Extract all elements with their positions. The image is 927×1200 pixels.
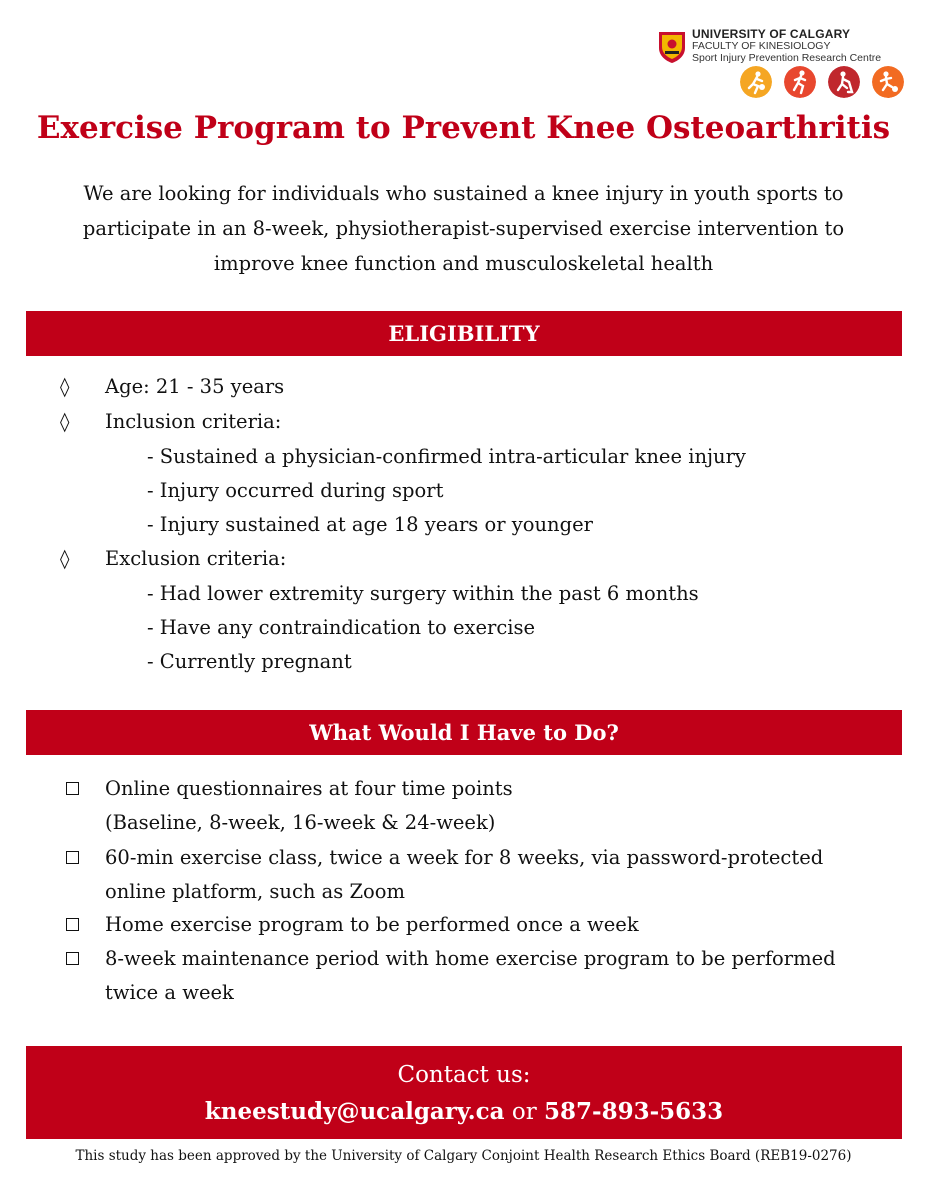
- diamond-bullet-icon: ◊: [60, 548, 70, 570]
- task-line: online platform, such as Zoom: [105, 880, 406, 903]
- task-line: 60-min exercise class, twice a week for 8 weeks, via password-protected: [105, 846, 824, 869]
- contact-phone[interactable]: 587-893-5633: [544, 1098, 724, 1125]
- task-line: (Baseline, 8-week, 16-week & 24-week): [105, 811, 496, 834]
- age-criterion: Age: 21 - 35 years: [105, 375, 285, 398]
- task-line: twice a week: [105, 981, 234, 1004]
- runner-icon: [784, 66, 816, 98]
- faculty-name: FACULTY OF KINESIOLOGY: [692, 40, 831, 52]
- university-name: UNIVERSITY OF CALGARY: [692, 27, 851, 41]
- hockey-player-icon: [828, 66, 860, 98]
- contact-heading: Contact us:: [397, 1062, 531, 1088]
- contact-banner: [26, 1046, 902, 1139]
- tasks-heading: What Would I Have to Do?: [26, 710, 902, 755]
- exclusion-heading: Exclusion criteria:: [105, 547, 287, 570]
- eligibility-heading: ELIGIBILITY: [26, 311, 902, 356]
- task-item: [105, 772, 885, 840]
- task-line: Online questionnaires at four time points: [105, 777, 513, 800]
- university-logo: [658, 28, 908, 100]
- exclusion-item: - Currently pregnant: [147, 650, 352, 673]
- intro-paragraph: We are looking for individuals who sustained a knee injury in youth sports to participate in an 8-week, physiotherapist-supervised exercise intervention to improve knee function and musculoskeletal health: [82, 182, 845, 275]
- soccer-player-icon: [872, 66, 904, 98]
- inclusion-heading: Inclusion criteria:: [105, 410, 282, 433]
- task-line: Home exercise program to be performed once a week: [105, 913, 639, 936]
- basketball-player-icon: [740, 66, 772, 98]
- inclusion-item: - Injury occurred during sport: [147, 479, 444, 502]
- exclusion-item: - Had lower extremity surgery within the past 6 months: [147, 582, 699, 605]
- inclusion-item: - Injury sustained at age 18 years or younger: [147, 513, 593, 536]
- task-line: 8-week maintenance period with home exercise program to be performed: [105, 947, 836, 970]
- page-title: Exercise Program to Prevent Knee Osteoarthritis: [36, 110, 891, 146]
- diamond-bullet-icon: ◊: [60, 376, 70, 398]
- university-crest-icon: [658, 30, 686, 64]
- exclusion-item: - Have any contraindication to exercise: [147, 616, 536, 639]
- task-item: [105, 908, 885, 942]
- contact-email[interactable]: kneestudy@ucalgary.ca: [204, 1098, 505, 1125]
- contact-or: or: [504, 1099, 545, 1125]
- inclusion-item: - Sustained a physician-confirmed intra-articular knee injury: [147, 445, 746, 468]
- checkbox-icon: [66, 851, 79, 864]
- task-item: [105, 841, 885, 909]
- checkbox-icon: [66, 782, 79, 795]
- task-item: [105, 942, 885, 1010]
- centre-name: Sport Injury Prevention Research Centre: [692, 52, 882, 64]
- checkbox-icon: [66, 918, 79, 931]
- ethics-footer: This study has been approved by the University of Calgary Conjoint Health Research Ethics Board (REB19-0276): [75, 1148, 852, 1164]
- contact-line: [26, 1096, 902, 1128]
- diamond-bullet-icon: ◊: [60, 411, 70, 433]
- checkbox-icon: [66, 952, 79, 965]
